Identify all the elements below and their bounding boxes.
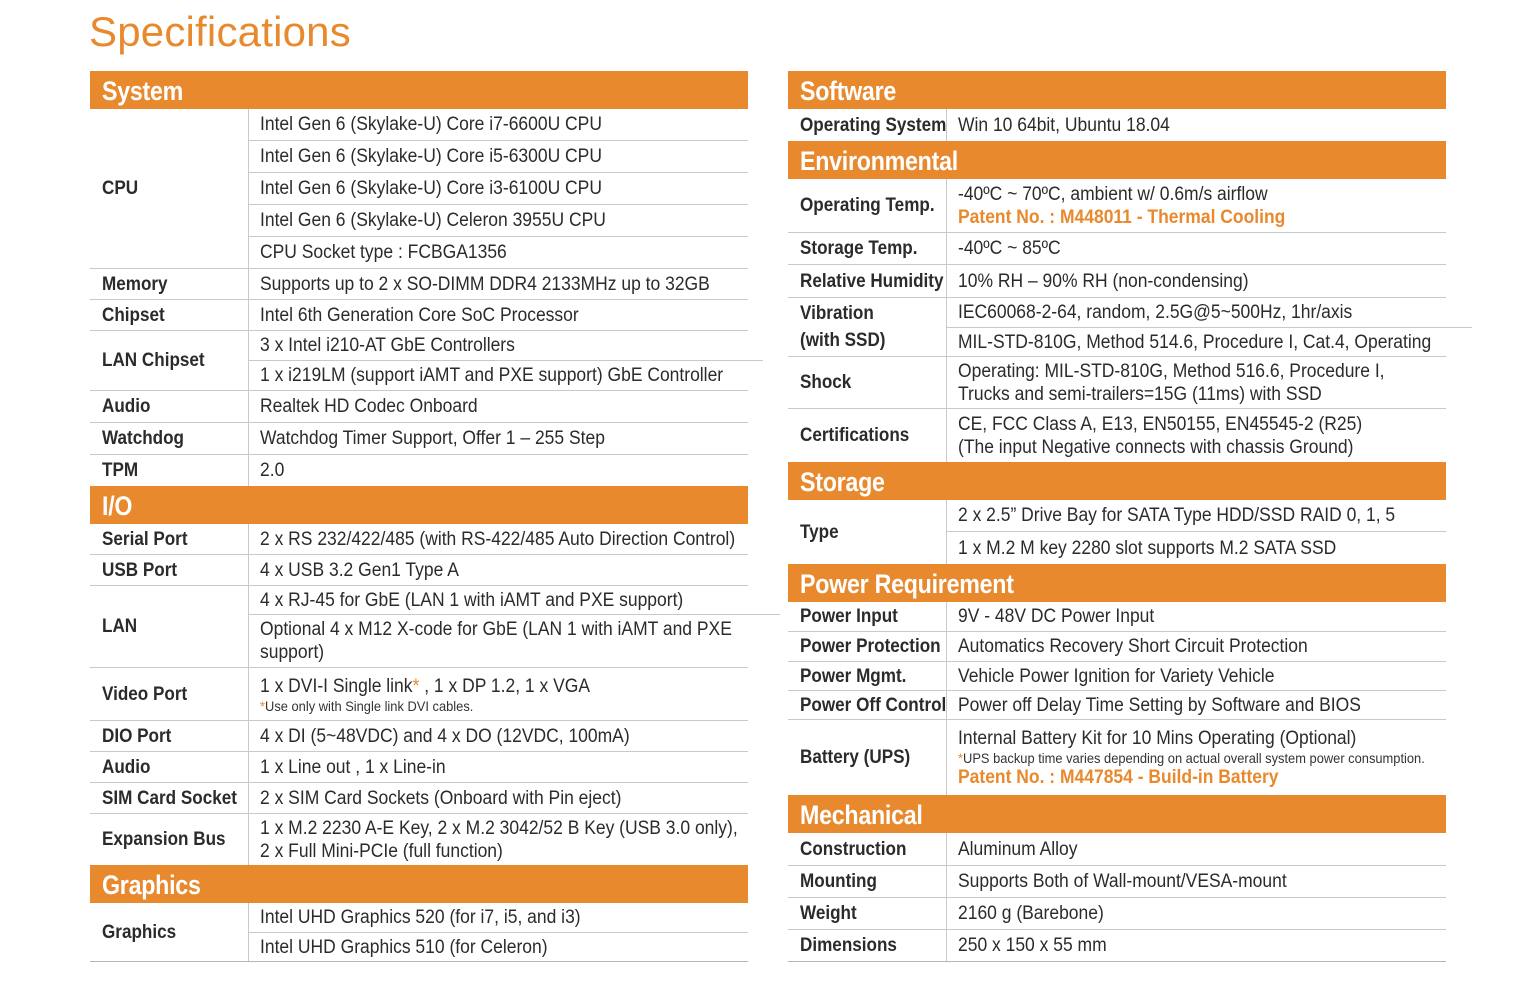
cpu-option: Intel Gen 6 (Skylake-U) Core i5-6300U CPU bbox=[260, 146, 602, 167]
label-lan-chipset: LAN Chipset bbox=[102, 350, 205, 371]
value-io-audio: 1 x Line out , 1 x Line-in bbox=[260, 756, 446, 778]
section-header-system bbox=[90, 71, 748, 109]
video-dp-vga: , 1 x DP 1.2, 1 x VGA bbox=[419, 675, 591, 697]
spec-row-expansion bbox=[90, 814, 748, 865]
section-header-software bbox=[788, 71, 1446, 109]
section-header-power bbox=[788, 564, 1446, 602]
value-lan-m12: Optional 4 x M12 X-code for GbE (LAN 1 with iAMT and PXE support) bbox=[260, 619, 732, 663]
cpu-socket: CPU Socket type : FCBGA1356 bbox=[260, 242, 507, 263]
value-power-protection: Automatics Recovery Short Circuit Protection bbox=[958, 636, 1308, 657]
patent-build-in-battery: Patent No. : M447854 - Build-in Battery bbox=[958, 766, 1279, 788]
value-dio: 4 x DI (5~48VDC) and 4 x DO (12VDC, 100mA) bbox=[260, 725, 630, 747]
left-column bbox=[90, 71, 748, 962]
spec-row-power-protection bbox=[788, 632, 1446, 662]
page-title: Specifications bbox=[89, 8, 351, 55]
label-cpu: CPU bbox=[102, 178, 139, 199]
label-power-input: Power Input bbox=[800, 606, 898, 627]
video-footnote-text: Use only with Single link DVI cables. bbox=[265, 697, 474, 714]
label-power-protection: Power Protection bbox=[800, 636, 941, 657]
spec-row-graphics bbox=[90, 903, 748, 962]
spec-row-watchdog bbox=[90, 423, 748, 455]
value-video bbox=[260, 675, 709, 698]
label-storage-temp: Storage Temp. bbox=[800, 238, 918, 259]
section-title: Software bbox=[800, 76, 896, 106]
section-title: I/O bbox=[102, 491, 133, 521]
video-footnote bbox=[260, 698, 709, 714]
value-battery: Internal Battery Kit for 10 Mins Operating (Optional) bbox=[958, 727, 1357, 749]
value-sim: 2 x SIM Card Sockets (Onboard with Pin eject) bbox=[260, 787, 622, 809]
spec-row-usb bbox=[90, 555, 748, 586]
spec-row-audio bbox=[90, 391, 748, 423]
section-header-storage bbox=[788, 462, 1446, 500]
spec-row-certifications bbox=[788, 409, 1446, 462]
label-mounting: Mounting bbox=[800, 871, 877, 892]
value-lan-rj45: 4 x RJ-45 for GbE (LAN 1 with iAMT and PXE support) bbox=[260, 589, 684, 611]
spec-row-operating-temp bbox=[788, 179, 1446, 233]
value-shock-line2: Trucks and semi-trailers=15G (11ms) with SSD bbox=[958, 383, 1322, 405]
value-shock-line1: Operating: MIL-STD-810G, Method 516.6, Procedure I, bbox=[958, 360, 1385, 382]
value-mounting: Supports Both of Wall-mount/VESA-mount bbox=[958, 871, 1287, 892]
spec-row-shock bbox=[788, 357, 1446, 409]
section-header-environmental bbox=[788, 141, 1446, 179]
spec-row-battery bbox=[788, 720, 1446, 795]
spec-row-storage-temp bbox=[788, 233, 1446, 265]
label-video: Video Port bbox=[102, 683, 188, 705]
section-title: Graphics bbox=[102, 870, 201, 900]
graphics-item: Intel UHD Graphics 510 (for Celeron) bbox=[260, 936, 548, 958]
footnote-star: * bbox=[412, 675, 420, 697]
spec-row-lan bbox=[90, 586, 748, 668]
value-watchdog: Watchdog Timer Support, Offer 1 – 255 Step bbox=[260, 428, 605, 449]
storage-type-item: 1 x M.2 M key 2280 slot supports M.2 SATA SSD bbox=[958, 537, 1337, 559]
section-header-graphics bbox=[90, 865, 748, 903]
lan-chipset-item: 1 x i219LM (support iAMT and PXE support) GbE Controller bbox=[260, 365, 724, 386]
section-header-io bbox=[90, 486, 748, 524]
value-humidity: 10% RH – 90% RH (non-condensing) bbox=[958, 270, 1249, 292]
spec-row-humidity bbox=[788, 265, 1446, 298]
label-graphics: Graphics bbox=[102, 921, 177, 943]
value-audio: Realtek HD Codec Onboard bbox=[260, 396, 478, 417]
label-dimensions: Dimensions bbox=[800, 935, 897, 956]
spec-row-lan-chipset bbox=[90, 331, 748, 391]
spec-row-power-input bbox=[788, 602, 1446, 632]
vibration-item: IEC60068-2-64, random, 2.5G@5~500Hz, 1hr/axis bbox=[958, 302, 1353, 323]
graphics-item: Intel UHD Graphics 520 (for i7, i5, and i3) bbox=[260, 907, 581, 928]
video-dvi: 1 x DVI-I Single link bbox=[260, 675, 413, 697]
value-power-mgmt: Vehicle Power Ignition for Variety Vehicle bbox=[958, 665, 1275, 687]
label-weight: Weight bbox=[800, 903, 857, 924]
label-audio: Audio bbox=[102, 396, 151, 417]
footnote-star: * bbox=[260, 697, 266, 714]
spec-row-weight bbox=[788, 898, 1446, 930]
spec-row-storage-type bbox=[788, 500, 1446, 564]
spec-row-sim bbox=[90, 783, 748, 814]
spec-row-power-mgmt bbox=[788, 662, 1446, 691]
label-serial: Serial Port bbox=[102, 528, 188, 550]
label-sim: SIM Card Socket bbox=[102, 787, 237, 809]
value-certifications-note: (The input Negative connects with chassis Ground) bbox=[958, 436, 1354, 458]
spec-row-os bbox=[788, 109, 1446, 141]
footnote-star: * bbox=[958, 749, 964, 766]
spec-row-mounting bbox=[788, 866, 1446, 898]
value-serial: 2 x RS 232/422/485 (with RS-422/485 Auto Direction Control) bbox=[260, 528, 736, 550]
cpu-option: Intel Gen 6 (Skylake-U) Core i3-6100U CPU bbox=[260, 178, 602, 199]
spec-row-chipset bbox=[90, 300, 748, 331]
spec-row-dio bbox=[90, 721, 748, 752]
label-tpm: TPM bbox=[102, 460, 139, 481]
label-power-off: Power Off Control bbox=[800, 694, 947, 716]
value-power-input: 9V - 48V DC Power Input bbox=[958, 606, 1155, 627]
value-usb: 4 x USB 3.2 Gen1 Type A bbox=[260, 559, 459, 581]
label-operating-temp: Operating Temp. bbox=[800, 195, 935, 216]
spec-row-video bbox=[90, 668, 748, 721]
label-dio: DIO Port bbox=[102, 725, 172, 747]
spec-row-power-off bbox=[788, 691, 1446, 720]
value-power-off: Power off Delay Time Setting by Software and BIOS bbox=[958, 694, 1361, 716]
value-weight: 2160 g (Barebone) bbox=[958, 903, 1104, 924]
battery-footnote bbox=[958, 750, 1425, 766]
value-operating-temp: -40ºC ~ 70ºC, ambient w/ 0.6m/s airflow bbox=[958, 183, 1268, 205]
label-vibration: Vibration bbox=[800, 303, 874, 324]
spec-row-vibration bbox=[788, 298, 1446, 357]
value-expansion-minipcie: 2 x Full Mini-PCIe (full function) bbox=[260, 840, 503, 862]
label-io-audio: Audio bbox=[102, 756, 151, 778]
spec-row-io-audio bbox=[90, 752, 748, 783]
label-construction: Construction bbox=[800, 838, 907, 860]
vibration-item: MIL-STD-810G, Method 514.6, Procedure I, Cat.4, Operating bbox=[958, 331, 1432, 353]
battery-footnote-text: UPS backup time varies depending on actual overall system power consumption. bbox=[963, 749, 1425, 766]
label-power-mgmt: Power Mgmt. bbox=[800, 665, 907, 687]
label-watchdog: Watchdog bbox=[102, 428, 185, 449]
label-memory: Memory bbox=[102, 273, 168, 295]
value-construction: Aluminum Alloy bbox=[958, 838, 1078, 860]
label-certifications: Certifications bbox=[800, 425, 910, 446]
lan-chipset-item: 3 x Intel i210-AT GbE Controllers bbox=[260, 335, 515, 356]
value-tpm: 2.0 bbox=[260, 460, 285, 481]
value-os: Win 10 64bit, Ubuntu 18.04 bbox=[958, 114, 1170, 136]
value-memory: Supports up to 2 x SO-DIMM DDR4 2133MHz up to 32GB bbox=[260, 273, 710, 295]
value-chipset: Intel 6th Generation Core SoC Processor bbox=[260, 304, 579, 326]
label-battery: Battery (UPS) bbox=[800, 747, 911, 768]
label-storage-type: Type bbox=[800, 521, 839, 543]
right-column bbox=[788, 71, 1446, 962]
label-lan: LAN bbox=[102, 616, 138, 637]
section-title: System bbox=[102, 76, 184, 106]
section-header-mechanical bbox=[788, 795, 1446, 833]
value-dimensions: 250 x 150 x 55 mm bbox=[958, 935, 1107, 956]
label-humidity: Relative Humidity bbox=[800, 270, 944, 292]
spec-row-memory bbox=[90, 269, 748, 300]
value-storage-temp: -40ºC ~ 85ºC bbox=[958, 238, 1061, 259]
spec-row-serial bbox=[90, 524, 748, 555]
section-title: Storage bbox=[800, 467, 885, 497]
cpu-option: Intel Gen 6 (Skylake-U) Core i7-6600U CPU bbox=[260, 114, 602, 135]
label-vibration-ssd: (with SSD) bbox=[800, 330, 886, 351]
patent-thermal-cooling: Patent No. : M448011 - Thermal Cooling bbox=[958, 206, 1286, 228]
section-title: Mechanical bbox=[800, 800, 923, 830]
label-os: Operating System bbox=[800, 114, 947, 136]
spec-label bbox=[90, 109, 249, 268]
section-title: Environmental bbox=[800, 146, 958, 176]
label-usb: USB Port bbox=[102, 559, 178, 581]
storage-type-item: 2 x 2.5” Drive Bay for SATA Type HDD/SSD RAID 0, 1, 5 bbox=[958, 505, 1396, 526]
spec-row-dimensions bbox=[788, 930, 1446, 962]
cpu-option: Intel Gen 6 (Skylake-U) Celeron 3955U CPU bbox=[260, 210, 606, 231]
spec-row-construction bbox=[788, 833, 1446, 866]
label-expansion: Expansion Bus bbox=[102, 829, 226, 850]
label-shock: Shock bbox=[800, 372, 852, 393]
value-certifications: CE, FCC Class A, E13, EN50155, EN45545-2 (R25) bbox=[958, 413, 1363, 435]
spec-row-tpm bbox=[90, 455, 748, 486]
section-title: Power Requirement bbox=[800, 569, 1014, 599]
spec-row-cpu bbox=[90, 109, 748, 269]
label-chipset: Chipset bbox=[102, 304, 165, 326]
value-expansion-m2: 1 x M.2 2230 A-E Key, 2 x M.2 3042/52 B Key (USB 3.0 only), bbox=[260, 817, 738, 839]
